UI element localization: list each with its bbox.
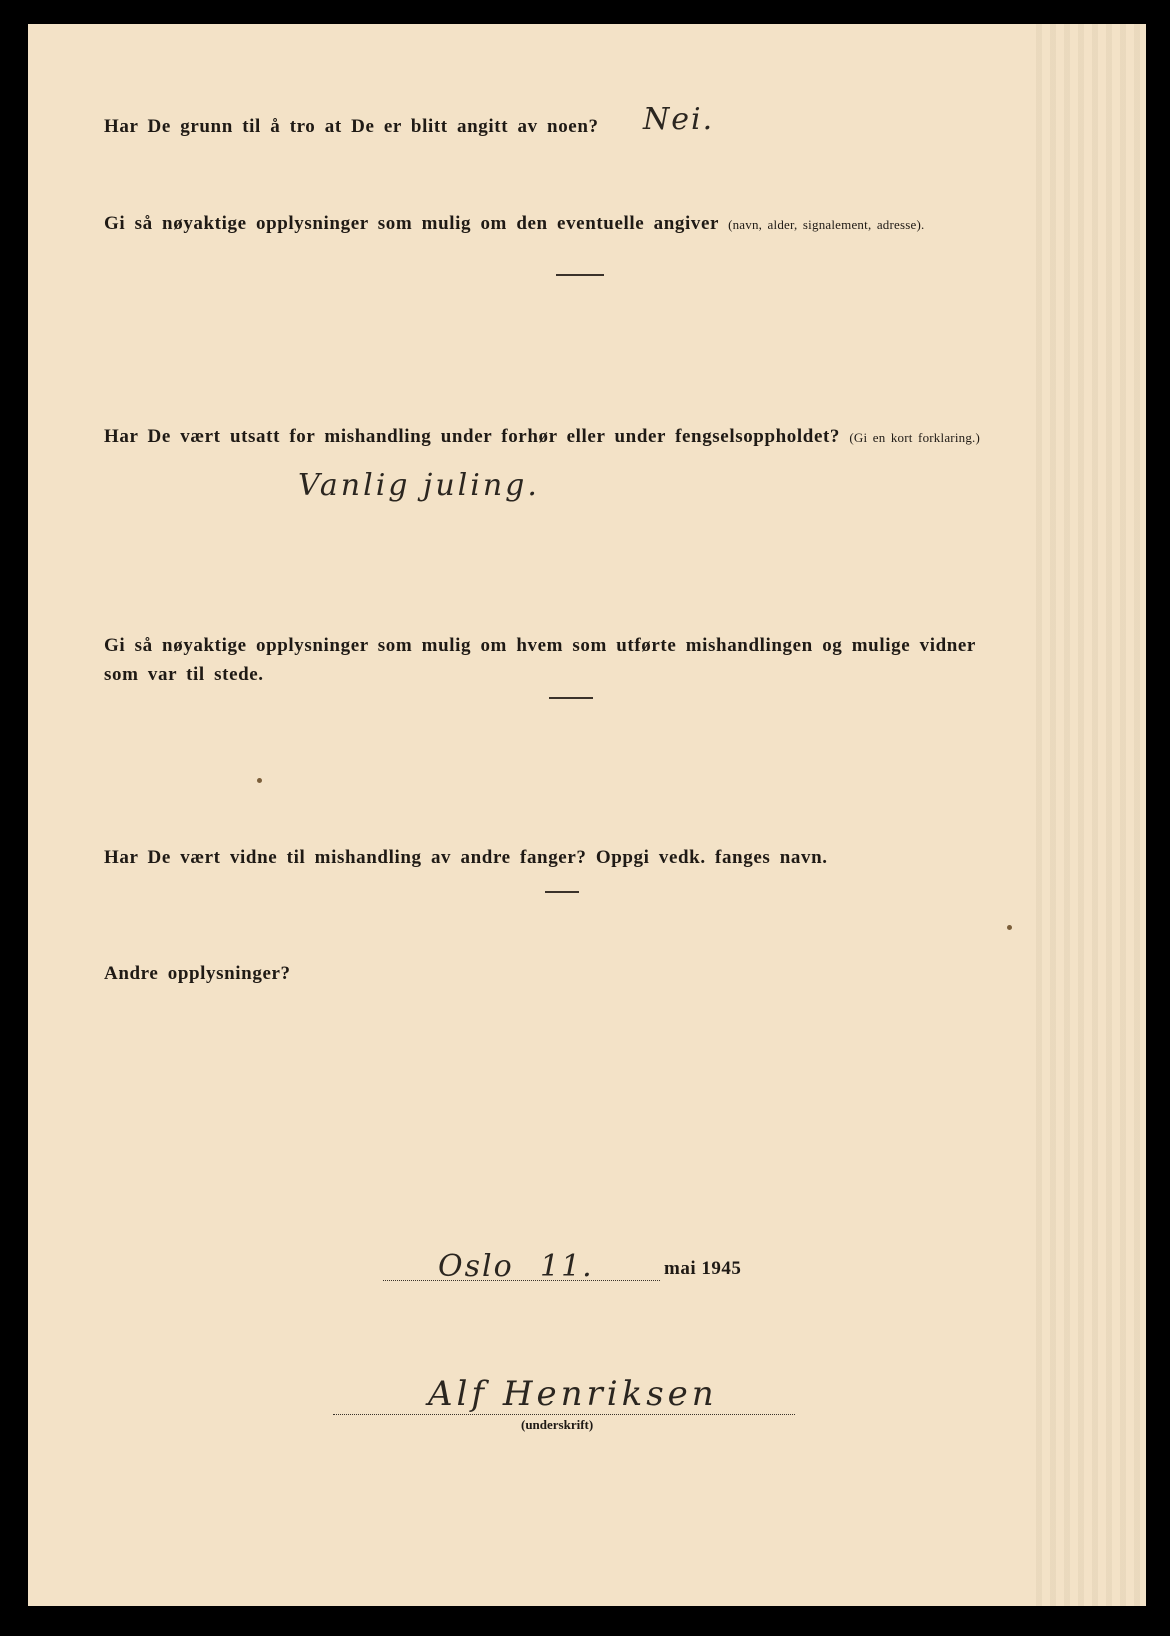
question-mistreatment <box>104 422 980 452</box>
question-informant-details-text: Gi så nøyaktige opplysninger som mulig om den eventuelle angiver <box>104 213 719 234</box>
date-line <box>383 1280 660 1281</box>
answer-mistreatment: Vanlig juling. <box>298 468 540 503</box>
question-mistreatment-text: Har De vært utsatt for mishandling under forhør eller under fengselsoppholdet? <box>104 426 840 447</box>
question-witness: Har De vært vidne til mishandling av andre fanger? Oppgi vedk. fanges navn. <box>104 847 828 868</box>
question-other-info: Andre opplysninger? <box>104 963 291 984</box>
signature-line <box>333 1414 795 1415</box>
paper-speck <box>257 778 262 783</box>
date-month-year: mai 1945 <box>664 1258 742 1279</box>
signature: Alf Henriksen <box>428 1374 718 1414</box>
form-page <box>28 24 1146 1606</box>
date-place: Oslo <box>438 1249 514 1284</box>
date-day: 11. <box>540 1249 594 1284</box>
question-perpetrators <box>104 631 976 689</box>
answer-dash <box>549 697 593 699</box>
answer-dash <box>545 891 579 893</box>
paper-speck <box>1007 925 1012 930</box>
question-perpetrators-line1: Gi så nøyaktige opplysninger som mulig om hvem som utførte mishandlingen og mulige vidner <box>104 635 976 656</box>
answer-informant: Nei. <box>643 102 715 137</box>
question-informant-details-note: (navn, alder, signalement, adresse). <box>728 217 925 232</box>
answer-dash <box>556 274 604 276</box>
question-mistreatment-note: (Gi en kort forklaring.) <box>849 430 981 445</box>
question-informant-details <box>104 209 924 239</box>
paper-edge-shading <box>1036 24 1146 1606</box>
question-perpetrators-line2: som var til stede. <box>104 664 264 685</box>
signature-label: (underskrift) <box>521 1417 594 1432</box>
question-informant: Har De grunn til å tro at De er blitt angitt av noen? <box>104 116 599 137</box>
